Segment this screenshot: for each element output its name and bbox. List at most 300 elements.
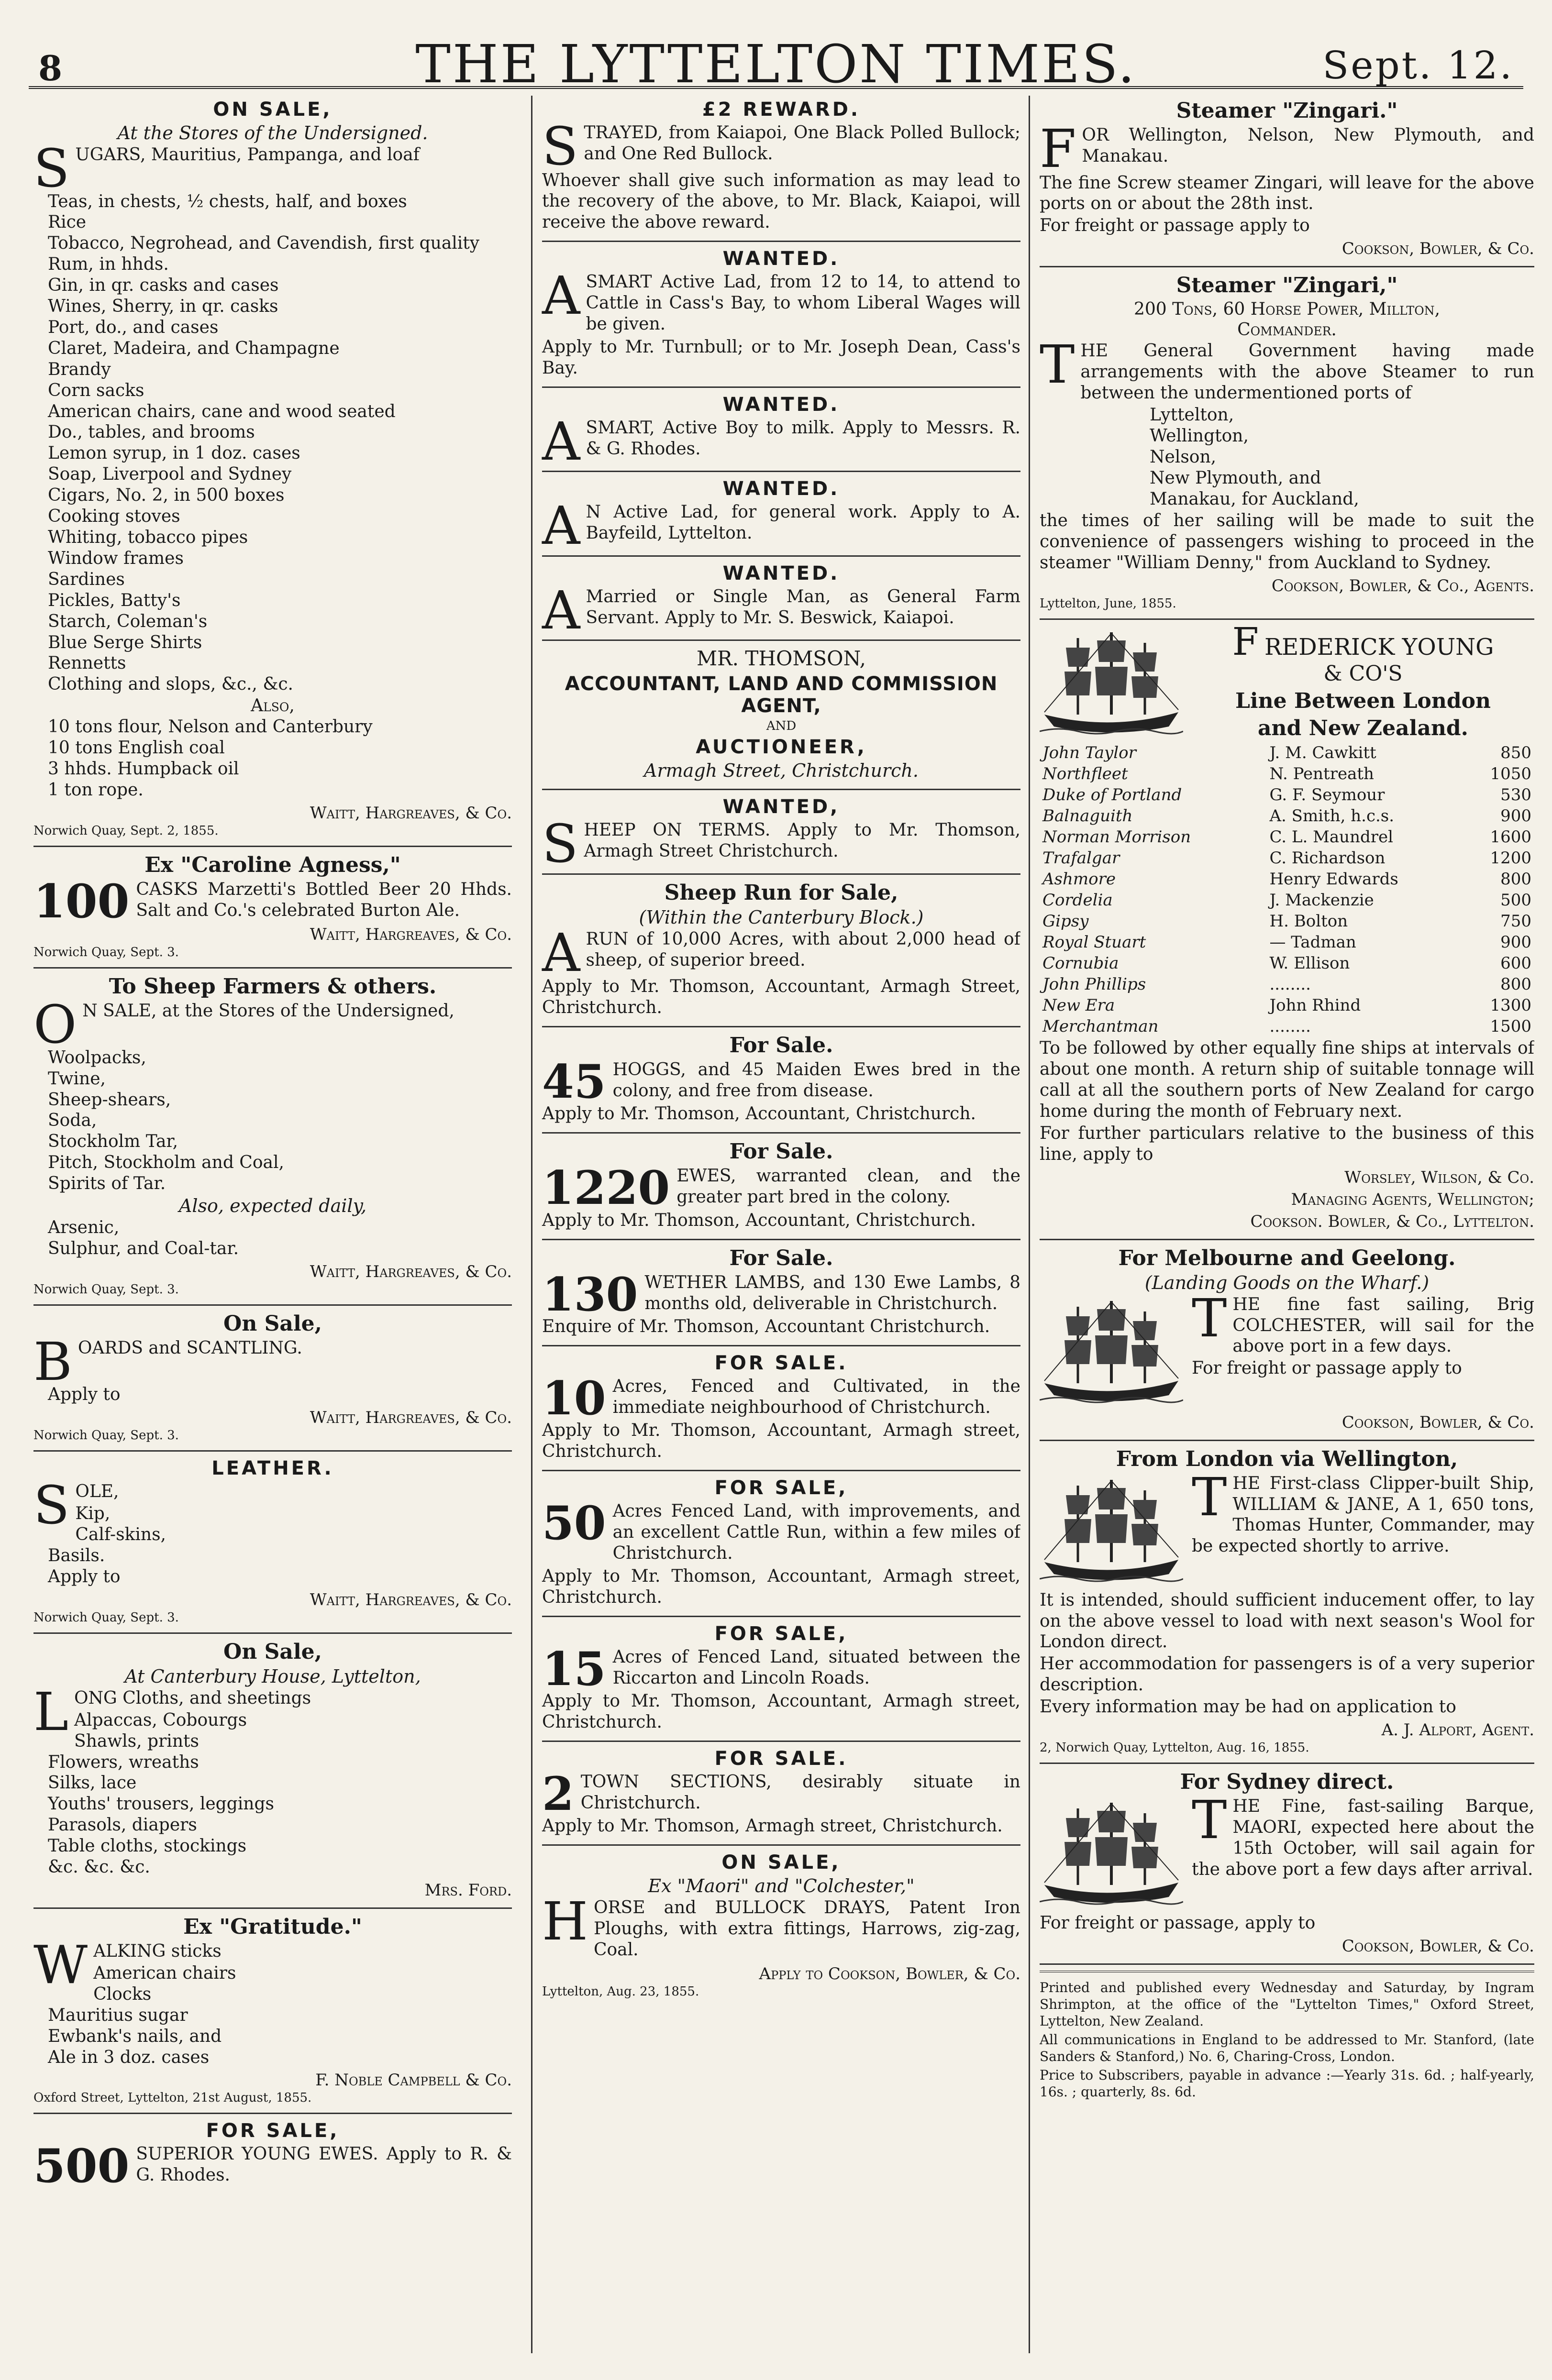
- table-cell: J. M. Cawkitt: [1269, 743, 1376, 763]
- list-item: Sulphur, and Coal-tar.: [48, 1239, 239, 1259]
- list-item: Alpaccas, Cobourgs: [74, 1710, 247, 1730]
- ad-on-sale-stores: [33, 99, 512, 847]
- ad-heading: For Melbourne and Geelong.: [1118, 1245, 1456, 1270]
- agent-address: Armagh Street, Christchurch.: [644, 760, 919, 782]
- firm-name-text: REDERICK YOUNG: [1264, 634, 1494, 661]
- big-number: 1220: [542, 1161, 670, 1215]
- also-label: Also, expected daily,: [178, 1195, 367, 1217]
- goods-list: [33, 1503, 512, 1566]
- table-row: [1040, 1016, 1534, 1037]
- table-row: [1040, 784, 1534, 805]
- table-cell: ........: [1269, 975, 1311, 994]
- ad-body: [542, 410, 1020, 472]
- ad-text: SUPERIOR YOUNG EWES. Apply to R. & G. Rhodes.: [136, 2144, 512, 2185]
- ad-heading: ON SALE,: [721, 1851, 841, 1874]
- ad-subheading: (Landing Goods on the Wharf.): [1144, 1272, 1430, 1293]
- list-item: Arsenic,: [48, 1218, 120, 1238]
- goods-list: [33, 1963, 512, 2068]
- ad-text: HE First-class Clipper-built Ship, WILLIAM & JANE, A 1, 650 tons, Thomas Hunter, Commander, may be expected shortly to arrive.: [1192, 1473, 1534, 1556]
- drop-cap: T: [1192, 1287, 1227, 1349]
- ad-50-acres: [542, 1477, 1020, 1617]
- ad-body: [33, 138, 512, 199]
- ad-heading: Steamer "Zingari,": [1176, 273, 1398, 298]
- table-row: [1040, 869, 1534, 890]
- ad-body: [33, 1331, 512, 1392]
- ad-hoggs: [542, 1033, 1020, 1134]
- ad-heading: FOR SALE.: [714, 1352, 848, 1374]
- drop-cap: S: [542, 116, 578, 177]
- list-item: Kip,: [75, 1504, 111, 1524]
- ad-place-date: Oxford Street, Lyttelton, 21st August, 1855.: [33, 2091, 312, 2105]
- list-item: Parasols, diapers: [48, 1815, 197, 1835]
- ad-heading: WANTED.: [722, 393, 840, 416]
- table-cell: 600: [1500, 954, 1531, 973]
- table-cell: New Era: [1042, 996, 1115, 1015]
- ad-10-acres: [542, 1352, 1020, 1471]
- ad-place-date: Norwich Quay, Sept. 3.: [33, 1282, 179, 1297]
- drop-cap: S: [33, 1475, 70, 1536]
- ad-body: [542, 1161, 1020, 1215]
- table-row: [1040, 932, 1534, 953]
- ad-first-line: ALKING sticks: [93, 1941, 222, 1961]
- ad-body-3: For freight or passage apply to: [1040, 216, 1310, 236]
- ad-body-3: Her accommodation for passengers is of a very superior description.: [1040, 1654, 1534, 1695]
- column-3: [1029, 96, 1534, 2353]
- ad-boards: [33, 1311, 512, 1452]
- table-cell: John Taylor: [1042, 743, 1136, 763]
- ad-heading: FOR SALE,: [714, 1477, 848, 1499]
- list-item: American chairs, cane and wood seated: [48, 401, 396, 421]
- ad-body: [1040, 334, 1534, 404]
- ad-place-date: Norwich Quay, Sept. 2, 1855.: [33, 823, 219, 838]
- list-item: Wellington,: [1150, 426, 1249, 446]
- list-item: Rum, in hhds.: [48, 254, 169, 275]
- ad-heading: From London via Wellington,: [1116, 1446, 1458, 1471]
- drop-cap: S: [33, 138, 70, 199]
- ad-wanted-active-lad: [542, 478, 1020, 557]
- advertiser-signature: Waitt, Hargreaves, & Co.: [310, 1262, 512, 1281]
- list-item: Twine,: [48, 1069, 106, 1089]
- table-cell: C. Richardson: [1269, 848, 1386, 868]
- ad-text: EWES, warranted clean, and the greater part bred in the colony.: [676, 1166, 1020, 1207]
- list-item: New Plymouth, and: [1150, 468, 1321, 488]
- ad-heading: WANTED.: [722, 478, 840, 500]
- ad-body-2: the times of her sailing will be made to suit the convenience of passengers wishing to proceed in the steamer "William Denny," from Auckland to Sydney.: [1040, 511, 1534, 573]
- ad-heading: ON SALE,: [213, 99, 333, 121]
- ad-body-2: The fine Screw steamer Zingari, will leave for the above ports on or about the 28th inst.: [1040, 173, 1534, 214]
- firm-name-2: & CO'S: [1323, 661, 1403, 686]
- table-cell: 1500: [1490, 1017, 1531, 1036]
- ad-body: [542, 1891, 1020, 1961]
- table-cell: Royal Stuart: [1042, 933, 1146, 952]
- table-cell: ........: [1269, 1017, 1311, 1036]
- list-item: Clocks: [93, 1984, 152, 2004]
- ad-text: CASKS Marzetti's Bottled Beer 20 Hhds. Salt and Co.'s celebrated Burton Ale.: [136, 879, 512, 920]
- list-item: Clothing and slops, &c., &c.: [48, 674, 293, 694]
- list-item: Blue Serge Shirts: [48, 632, 202, 652]
- list-item: 10 tons flour, Nelson and Canterbury: [48, 717, 373, 737]
- list-item: Pitch, Stockholm and Coal,: [48, 1153, 284, 1173]
- list-item: Soda,: [48, 1111, 97, 1131]
- ad-heading: Ex "Caroline Agness,": [144, 852, 401, 877]
- list-item: Corn sacks: [48, 380, 144, 400]
- list-item: Port, do., and cases: [48, 317, 219, 337]
- ad-body: [33, 874, 512, 928]
- column-1: [33, 96, 512, 2353]
- agent-title-2: AUCTIONEER,: [696, 736, 867, 759]
- ad-sydney-direct: [1040, 1770, 1534, 1965]
- big-number: 45: [542, 1055, 606, 1109]
- table-cell: — Tadman: [1269, 933, 1356, 952]
- ship-specs: 200 Tons, 60 Horse Power, Millton,: [1133, 299, 1441, 320]
- list-item: Flowers, wreaths: [48, 1752, 199, 1772]
- table-row: [1040, 953, 1534, 974]
- ad-body: [542, 1055, 1020, 1109]
- list-item: Rennetts: [48, 653, 126, 673]
- table-cell: Northfleet: [1042, 764, 1128, 784]
- line-title: Line Between London: [1235, 689, 1491, 714]
- ad-place-date: Lyttelton, Aug. 23, 1855.: [542, 1984, 699, 1999]
- ad-sheep-farmers: [33, 974, 512, 1306]
- list-item: Soap, Liverpool and Sydney: [48, 464, 292, 485]
- table-cell: C. L. Maundrel: [1269, 827, 1393, 847]
- big-number: 130: [542, 1267, 638, 1322]
- ad-heading: WANTED.: [722, 248, 840, 270]
- advertiser-signature-3: Cookson. Bowler, & Co., Lyttelton.: [1250, 1212, 1534, 1231]
- ad-place-date: Norwich Quay, Sept. 3.: [33, 1610, 179, 1625]
- ad-text: HE fine fast sailing, Brig COLCHESTER, will sail for the above port in a few days.: [1232, 1294, 1534, 1356]
- list-item: Teas, in chests, ½ chests, half, and boxes: [48, 191, 407, 211]
- ad-heading: FOR SALE.: [714, 1747, 848, 1770]
- sailing-ship-icon: [1040, 1799, 1183, 1909]
- table-cell: Merchantman: [1042, 1017, 1159, 1036]
- table-cell: J. Mackenzie: [1269, 891, 1374, 910]
- agent-title: ACCOUNTANT, LAND AND COMMISSION AGENT,: [565, 673, 998, 717]
- list-item: Calf-skins,: [75, 1525, 166, 1545]
- table-cell: Cordelia: [1042, 891, 1113, 910]
- ad-subheading: (Within the Canterbury Block.): [639, 906, 924, 928]
- ad-young-ewes: [33, 2120, 512, 2193]
- drop-cap: W: [33, 1934, 88, 1996]
- ad-heading: WANTED,: [722, 796, 840, 818]
- ad-heading: For Sale.: [729, 1245, 833, 1270]
- ad-heading: On Sale,: [223, 1311, 322, 1336]
- ad-heading: For Sydney direct.: [1180, 1770, 1394, 1795]
- table-cell: 1200: [1490, 848, 1531, 868]
- ad-heading: For Sale.: [729, 1139, 833, 1164]
- advertiser-signature: Mrs. Ford.: [424, 1881, 512, 1900]
- drop-cap: T: [1192, 1466, 1227, 1528]
- list-item: Pickles, Batty's: [48, 590, 181, 610]
- imprint-text-3: Price to Subscribers, payable in advance :—Yearly 31s. 6d. ; half-yearly, 16s. ; quarterly, 8s. 6d.: [1040, 2067, 1534, 2100]
- advertiser-signature: A. J. Alport, Agent.: [1381, 1720, 1534, 1740]
- list-item: Silks, lace: [48, 1773, 137, 1793]
- ad-steamer-zingari: [1040, 99, 1534, 267]
- ad-first-line: OARDS and SCANTLING.: [78, 1338, 302, 1358]
- list-item: American chairs: [93, 1963, 236, 1983]
- list-item: Nelson,: [1150, 447, 1217, 467]
- ad-body-2: Apply to Mr. Thomson, Accountant, Armagh street, Christchurch.: [542, 1566, 1020, 1607]
- drop-cap: A: [542, 265, 580, 327]
- big-number: 100: [33, 874, 130, 928]
- ad-heading: For Sale.: [729, 1033, 833, 1058]
- advertiser-signature: Waitt, Hargreaves, & Co.: [310, 1590, 512, 1609]
- agent-name: MR. THOMSON,: [696, 647, 866, 671]
- ad-town-sections: [542, 1748, 1020, 1846]
- ad-text: Married or Single Man, as General Farm Servant. Apply to Mr. S. Beswick, Kaiapoi.: [586, 586, 1020, 628]
- advertiser-signature: Cookson, Bowler, & Co.: [1341, 1936, 1534, 1956]
- ad-mr-thomson: [542, 647, 1020, 790]
- line-title-2: and New Zealand.: [1258, 716, 1468, 741]
- ad-body-2: Apply to Mr. Thomson, Accountant, Armagh street, Christchurch.: [542, 1691, 1020, 1732]
- big-number: 10: [542, 1371, 606, 1425]
- table-row: [1040, 742, 1534, 763]
- drop-cap: O: [33, 994, 77, 1056]
- ad-text: OR Wellington, Nelson, New Plymouth, and Manakau.: [1082, 125, 1534, 166]
- ad-text: TOWN SECTIONS, desirably situate in Christchurch.: [580, 1772, 1020, 1813]
- table-row: [1040, 974, 1534, 995]
- goods-list-2: [33, 1217, 512, 1259]
- table-row: [1040, 826, 1534, 848]
- list-item: &c. &c. &c.: [48, 1857, 150, 1877]
- ad-15-acres: [542, 1623, 1020, 1742]
- table-cell: 800: [1500, 975, 1531, 994]
- ad-text: WETHER LAMBS, and 130 Ewe Lambs, 8 months old, deliverable in Christchurch.: [644, 1272, 1020, 1313]
- ad-body: [542, 813, 1020, 875]
- column-2: [531, 96, 1020, 2353]
- table-cell: 530: [1500, 785, 1531, 805]
- drop-cap: F: [1232, 619, 1259, 664]
- list-item: Window frames: [48, 548, 184, 568]
- list-item: Shawls, prints: [74, 1731, 199, 1751]
- ad-text: ORSE and BULLOCK DRAYS, Patent Iron Ploughs, with extra fittings, Harrows, zig-zag, Coal.: [593, 1898, 1020, 1960]
- ad-body-4: Every information may be had on application to: [1040, 1697, 1456, 1717]
- list-item: Ale in 3 doz. cases: [48, 2047, 210, 2067]
- table-cell: 500: [1500, 891, 1531, 910]
- list-item: Brandy: [48, 359, 111, 379]
- table-cell: Norman Morrison: [1042, 827, 1191, 847]
- big-number: 2: [542, 1766, 574, 1821]
- ad-text: Acres, Fenced and Cultivated, in the immediate neighbourhood of Christchurch.: [612, 1376, 1020, 1417]
- ad-melbourne-geelong: [1040, 1246, 1534, 1441]
- ports-list: [1040, 405, 1534, 510]
- list-item: Ewbank's nails, and: [48, 2026, 222, 2046]
- table-cell: W. Ellison: [1269, 954, 1350, 973]
- ad-heading: Steamer "Zingari.": [1176, 99, 1398, 123]
- ad-steamer-zingari-govt: [1040, 273, 1534, 620]
- ad-subheading: Ex "Maori" and "Colchester,": [648, 1875, 915, 1897]
- ad-body-2: For further particulars relative to the business of this line, apply to: [1040, 1123, 1534, 1164]
- list-item: 1 ton rope.: [48, 780, 144, 800]
- list-item: Youths' trousers, leggings: [48, 1794, 274, 1814]
- table-cell: Henry Edwards: [1269, 870, 1398, 889]
- list-item: Gin, in qr. casks and cases: [48, 275, 279, 296]
- page-number: 8: [38, 48, 63, 88]
- advertiser-signature: Apply to Cookson, Bowler, & Co.: [759, 1964, 1020, 1983]
- drop-cap: B: [33, 1331, 72, 1392]
- ad-text: HEEP ON TERMS. Apply to Mr. Thomson, Armagh Street Christchurch.: [584, 820, 1020, 861]
- ad-body: [542, 265, 1020, 335]
- drop-cap: S: [542, 813, 578, 875]
- big-number: 50: [542, 1496, 606, 1551]
- printer-imprint: [1040, 1971, 1534, 2109]
- imprint-text: Printed and published every Wednesday and Saturday, by Ingram Shrimpton, at the office of the "Lyttelton Times," Oxford Street, Lyttelton, New Zealand.: [1040, 1979, 1534, 2029]
- ad-first-line: ONG Cloths, and sheetings: [74, 1688, 311, 1708]
- ad-text: HE Fine, fast-sailing Barque, MAORI, expected here about the 15th October, will sail again for the above port a few days after arrival.: [1192, 1796, 1534, 1879]
- table-cell: 1600: [1490, 827, 1531, 847]
- advertiser-signature-2: Managing Agents, Wellington;: [1291, 1190, 1534, 1209]
- table-cell: John Phillips: [1042, 975, 1146, 994]
- ad-body-2: For freight or passage apply to: [1192, 1358, 1462, 1378]
- advertiser-signature: Cookson, Bowler, & Co.: [1341, 1412, 1534, 1432]
- table-cell: 900: [1500, 806, 1531, 826]
- ad-1220-ewes: [542, 1139, 1020, 1240]
- goods-list: [33, 191, 512, 695]
- ad-body-2: Apply to Mr. Turnbull; or to Mr. Joseph Dean, Cass's Bay.: [542, 337, 1020, 378]
- list-item: Do., tables, and brooms: [48, 422, 255, 442]
- table-cell: Ashmore: [1042, 870, 1116, 889]
- and-label: AND: [766, 719, 797, 734]
- ad-heading: On Sale,: [223, 1639, 322, 1664]
- ad-place-date: 2, Norwich Quay, Lyttelton, Aug. 16, 1855.: [1040, 1741, 1309, 1755]
- table-cell: John Rhind: [1269, 996, 1361, 1015]
- ad-body-2: Apply to Mr. Thomson, Accountant, Armagh street, Christchurch.: [542, 1421, 1020, 1462]
- table-row: [1040, 911, 1534, 932]
- ad-body: [1040, 118, 1534, 179]
- ad-body-2: Apply to Mr. Thomson, Accountant, Armagh Street, Christchurch.: [542, 977, 1020, 1018]
- ad-subheading: At the Stores of the Undersigned.: [117, 122, 428, 143]
- advertiser-signature: Waitt, Hargreaves, & Co.: [310, 1408, 512, 1428]
- goods-list: [33, 1710, 512, 1878]
- ad-sheep-on-terms: [542, 796, 1020, 875]
- list-item: Wines, Sherry, in qr. casks: [48, 297, 278, 317]
- table-cell: A. Smith, h.c.s.: [1269, 806, 1395, 826]
- advertiser-signature: F. Noble Campbell & Co.: [315, 2071, 512, 2090]
- ad-body: To be followed by other equally fine ships at intervals of about one month. A return ship of suitable tonnage will call at all the southern ports of New Zealand for cargo home during the month of February next.: [1040, 1038, 1534, 1121]
- advertiser-signature: Waitt, Hargreaves, & Co.: [310, 803, 512, 823]
- table-row: [1040, 848, 1534, 869]
- ad-frederick-young-line: [1040, 619, 1534, 1240]
- list-item: Rice: [48, 212, 87, 232]
- list-item: Manakau, for Auckland,: [1150, 489, 1359, 509]
- table-cell: Gipsy: [1042, 912, 1089, 931]
- table-cell: Balnaguith: [1042, 806, 1133, 826]
- sailing-ship-icon: [1040, 1297, 1183, 1407]
- goods-list: [33, 1047, 512, 1194]
- sailing-ship-icon: [1040, 628, 1183, 738]
- imprint-text-2: All communications in England to be addressed to Mr. Stanford, (late Sanders & Stanford,) No. 6, Charing-Cross, London.: [1040, 2031, 1534, 2064]
- ad-text: TRAYED, from Kaiapoi, One Black Polled Bullock; and One Red Bullock.: [584, 123, 1020, 164]
- ships-table: [1040, 742, 1534, 1037]
- list-item: Woolpacks,: [48, 1047, 146, 1068]
- list-item: Cigars, No. 2, in 500 boxes: [48, 485, 285, 506]
- ad-body: [542, 579, 1020, 641]
- drop-cap: T: [1192, 1789, 1227, 1851]
- table-cell: Duke of Portland: [1042, 785, 1182, 805]
- ad-text: Acres Fenced Land, with improvements, and an excellent Cattle Run, within a few miles of Christchurch.: [612, 1501, 1020, 1563]
- big-number: 500: [33, 2139, 130, 2193]
- apply-label: Apply to: [48, 1385, 121, 1405]
- newspaper-title: THE LYTTELTON TIMES.: [415, 33, 1137, 95]
- goods-list-2: [33, 716, 512, 801]
- ad-wanted-lad: [542, 248, 1020, 388]
- list-item: Basils.: [48, 1546, 105, 1566]
- ad-heading: LEATHER.: [211, 1457, 334, 1480]
- drop-cap: A: [542, 495, 580, 557]
- table-cell: G. F. Seymour: [1269, 785, 1385, 805]
- drop-cap: A: [542, 410, 580, 472]
- table-row: [1040, 890, 1534, 911]
- list-item: Claret, Madeira, and Champagne: [48, 338, 340, 358]
- drop-cap: F: [1040, 118, 1076, 179]
- list-item: 10 tons English coal: [48, 738, 225, 758]
- ad-text: N Active Lad, for general work. Apply to A. Bayfeild, Lyttelton.: [586, 502, 1020, 543]
- ad-wanted-boy: [542, 394, 1020, 473]
- ad-place-date: Lyttelton, June, 1855.: [1040, 596, 1176, 611]
- drop-cap: A: [542, 922, 580, 983]
- ad-text: HOGGS, and 45 Maiden Ewes bred in the colony, and free from disease.: [612, 1060, 1020, 1101]
- ad-text: SMART, Active Boy to milk. Apply to Messrs. R. & G. Rhodes.: [586, 418, 1020, 459]
- list-item: Sheep-shears,: [48, 1090, 171, 1110]
- ad-text: HE General Government having made arrangements with the above Steamer to run between the undermentioned ports of: [1080, 341, 1534, 403]
- drop-cap: L: [33, 1681, 69, 1742]
- ad-body: [542, 1371, 1020, 1425]
- ad-body: [542, 1496, 1020, 1564]
- drop-cap: A: [542, 579, 580, 641]
- advertiser-signature: Cookson, Bowler, & Co., Agents.: [1271, 576, 1534, 596]
- ad-reward: [542, 99, 1020, 242]
- ad-subheading: At Canterbury House, Lyttelton,: [124, 1665, 421, 1687]
- issue-date: Sept. 12.: [1322, 43, 1514, 88]
- list-item: Whiting, tobacco pipes: [48, 528, 248, 547]
- list-item: Lyttelton,: [1150, 405, 1234, 425]
- table-cell: H. Bolton: [1269, 912, 1348, 931]
- list-item: Starch, Coleman's: [48, 611, 208, 631]
- ad-heading: FOR SALE,: [714, 1622, 848, 1645]
- advertiser-signature: Worsley, Wilson, & Co.: [1344, 1168, 1534, 1187]
- ad-heading: WANTED.: [722, 562, 840, 584]
- ad-body-2: For freight or passage, apply to: [1040, 1913, 1316, 1933]
- table-cell: Cornubia: [1042, 954, 1119, 973]
- advertiser-signature: Cookson, Bowler, & Co.: [1341, 239, 1534, 259]
- advertiser-signature: Waitt, Hargreaves, & Co.: [310, 925, 512, 945]
- table-cell: 1300: [1490, 996, 1531, 1015]
- ad-heading: FOR SALE,: [206, 2120, 340, 2142]
- ad-body: [542, 922, 1020, 983]
- ad-body: [542, 1766, 1020, 1821]
- big-number: 15: [542, 1642, 606, 1696]
- ad-body-2: Whoever shall give such information as may lead to the recovery of the above, to Mr. Black, Kaiapoi, will receive the above reward.: [542, 170, 1020, 232]
- apply-label: Apply to: [48, 1566, 121, 1587]
- ad-place-date: Norwich Quay, Sept. 3.: [33, 945, 179, 960]
- ad-first-line: N SALE, at the Stores of the Undersigned,: [82, 1001, 455, 1021]
- ad-body: [542, 1642, 1020, 1696]
- ad-body-2: Enquire of Mr. Thomson, Accountant Christchurch.: [542, 1317, 990, 1337]
- list-item: Table cloths, stockings: [48, 1836, 247, 1856]
- ad-gratitude: [33, 1915, 512, 2114]
- table-row: [1040, 763, 1534, 784]
- ad-first-line: UGARS, Mauritius, Pampanga, and loaf: [75, 145, 420, 165]
- ad-first-line: OLE,: [75, 1482, 119, 1502]
- ad-body: [542, 1267, 1020, 1322]
- ad-heading: Sheep Run for Sale,: [664, 880, 898, 905]
- list-item: Spirits of Tar.: [48, 1174, 166, 1194]
- table-row: [1040, 995, 1534, 1016]
- list-item: Mauritius sugar: [48, 2005, 188, 2025]
- table-cell: N. Pentreath: [1269, 764, 1374, 784]
- drop-cap: T: [1040, 334, 1075, 396]
- table-cell: 800: [1500, 870, 1531, 889]
